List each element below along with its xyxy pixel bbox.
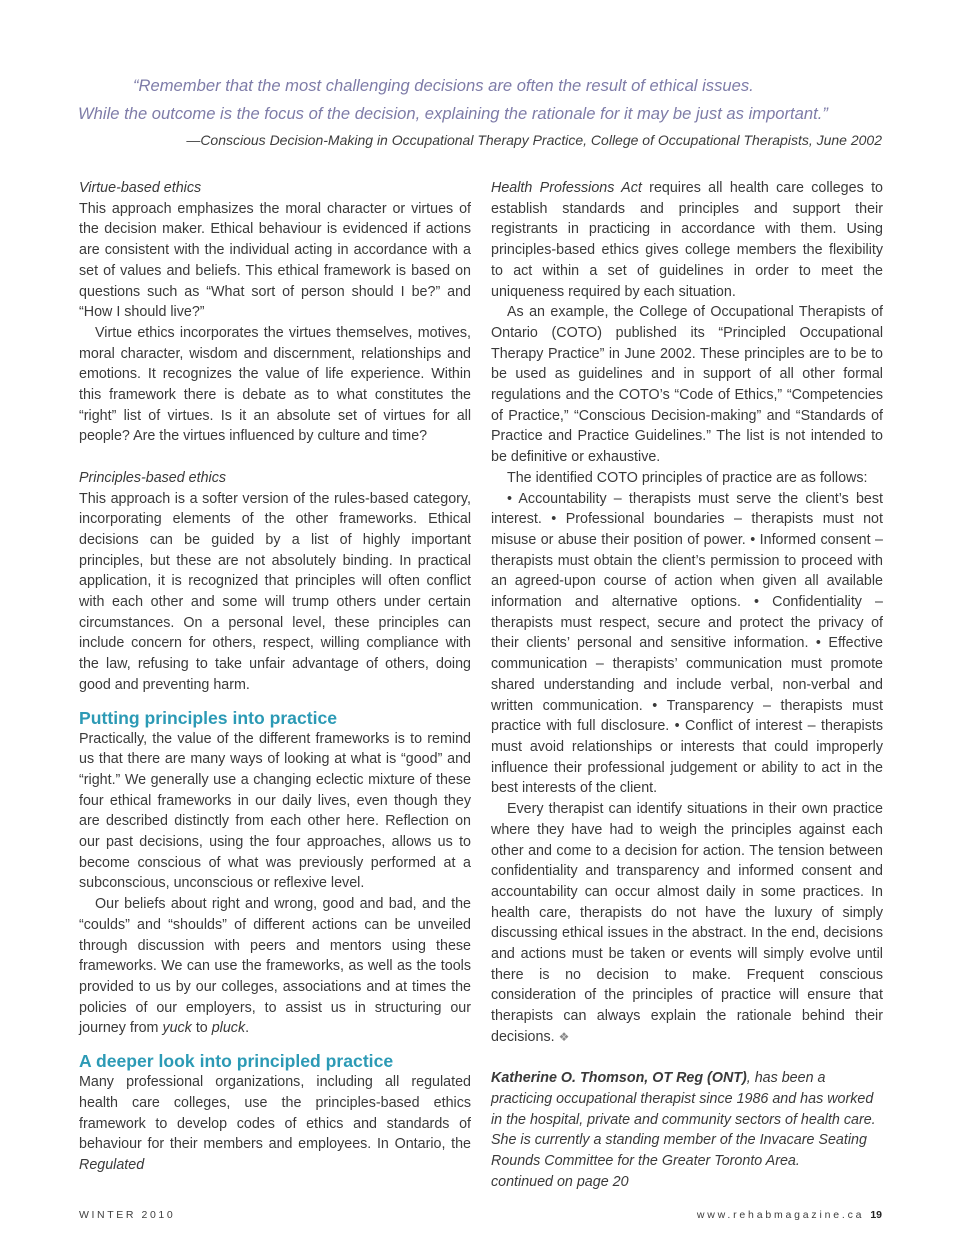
- putting-principles-heading: Putting principles into practice: [79, 707, 338, 728]
- putting-principles-paragraph-1: Practically, the value of the different frameworks is to remind us that there are many ways of looking at what is “good” and “right.” We generally use a changing eclectic mixture of these four ethical frameworks in our daily lives, even though they are described distinctly from each other here. Reflection on our past decisions, using the four approaches, allows us to become conscious of what was previously performed at a subconscious, unconscious or reflexive level.: [79, 730, 471, 892]
- footer-url[interactable]: www.rehabmagazine.ca: [696, 1209, 865, 1221]
- closing-paragraph: Every therapist can identify situations in their own practice where they have had to weigh the principles against each other and come to a decision for action. The tension between confidentiality and transparency and informed consent and accountability can occur almost daily in some practices. In health care, therapists do not have the luxury of simply discussing ethical issues in the abstract. In the end, decisions and actions must be taken or events will simply evolve until there is no decision to make. Frequent conscious consideration of the principles of practice will ensure that therapists can always explain the rationale behind their decisions. ❖: [491, 801, 883, 1045]
- virtue-ethics-paragraph-1: This approach emphasizes the moral character or virtues of the decision maker. Ethical behaviour is evidenced if actions are consistent with the individual acting in accordance with a set of values and beliefs. This ethical framework is based on questions such as “What sort of person should I be?” and “How I should live?”: [79, 200, 471, 321]
- putting-principles-paragraph-2: Our beliefs about right and wrong, good and bad, and the “coulds” and “shoulds” of different actions can be unveiled through discussion with peers and mentors using these frameworks. We can use the frameworks, as well as the tools provided to us by our colleges, associations and at times the policies of our employers, to assist us in structuring our journey from yuck to pluck.: [79, 896, 471, 1037]
- deeper-look-heading: A deeper look into principled practice: [79, 1051, 394, 1072]
- principles-ethics-paragraph: This approach is a softer version of the rules-based category, incorporating elements of the other frameworks. Ethical decisions can be guided by a list of highly important principles, but these are not absolutely binding. In practical application, it is recognized that principles will often conflict with each other and some will trump others under certain circumstances. On a personal level, these principles can include concern for others, respect, willing compliance with the law, refusing to take unfair advantage of others, doing good and preventing harm.: [79, 490, 471, 693]
- footer-issue: WINTER 2010: [79, 1209, 176, 1221]
- pull-quote-line-2: While the outcome is the focus of the decision, explaining the rationale for it may be just as important.”: [78, 104, 828, 123]
- author-bio-text: , has been a practicing occupational therapist since 1986 and has worked in the hospital, private and community sectors of health care. She is currently a standing member of the Invacare Seating Rounds Committee for the Greater Toronto Area.: [491, 1070, 876, 1170]
- footer-right: [697, 1209, 882, 1221]
- coto-example-paragraph: As an example, the College of Occupational Therapists of Ontario (COTO) published its “Principled Occupational Therapy Practice” in June 2002. These principles are to be to be used as guidelines and in support of all other formal regulations and the COTO’s “Code of Ethics,” “Competencies of Practice,” “Conscious Decision-making” and “Standards of Practice and Practice Guidelines.” The list is not intended to be definitive or exhaustive.: [491, 304, 883, 466]
- pull-quote-line-1: “Remember that the most challenging decisions are often the result of ethical issues.: [133, 76, 754, 95]
- principles-ethics-subheading: Principles-based ethics: [79, 469, 227, 486]
- article-end-icon: ❖: [558, 1029, 570, 1044]
- left-column: [79, 178, 471, 1176]
- right-column: [491, 178, 883, 1192]
- author-name: Katherine O. Thomson, OT Reg (ONT): [491, 1070, 747, 1087]
- health-professions-paragraph: Health Professions Act requires all health care colleges to establish standards and principles and support their registrants in practicing in accordance with them. Using principles-based ethics gives college members the flexibility to act within a set of guidelines in order to meet the uniqueness required by each situation.: [491, 180, 884, 300]
- coto-principles-list: • Accountability – therapists must serve the client’s best interest. • Professional boundaries – therapists must not misuse or abuse their position of power. • Informed consent – therapists must obtain the client’s permission to proceed with an agreed-upon course of action when given all available information and alternative options. • Confidentiality – therapists must respect, secure and protect the privacy of their clients’ personal and sensitive information. • Effective communication – therapists’ communication must promote shared understanding and include verbal, non-verbal and written communication. • Transparency – therapists must practice with full disclosure. • Conflict of interest – therapists must avoid relationships or interests that could improperly influence their professional judgement or ability to act in the best interests of the client.: [491, 490, 883, 797]
- virtue-ethics-subheading: Virtue-based ethics: [79, 180, 202, 196]
- continued-link[interactable]: continued on page 20: [491, 1173, 629, 1190]
- deeper-look-paragraph: Many professional organizations, including all regulated health care colleges, use the principles-based ethics framework to develop codes of ethics and standards of behaviour for their members and employees. In Ontario, the Regulated: [79, 1074, 471, 1173]
- coto-principles-intro: The identified COTO principles of practice are as follows:: [507, 469, 868, 486]
- pull-quote-source: —Conscious Decision-Making in Occupational Therapy Practice, College of Occupational Therapists, June 2002: [186, 132, 882, 148]
- author-bio: [491, 1068, 883, 1172]
- page-number: 19: [870, 1209, 882, 1221]
- virtue-ethics-paragraph-2: Virtue ethics incorporates the virtues themselves, motives, moral character, wisdom and discernment, relationships and emotions. It recognizes the value of life experience. Within this framework there is debate as to what constitutes the “right” list of virtues. Is it an absolute set of virtues for all people? Are the virtues influenced by culture and time?: [79, 324, 471, 445]
